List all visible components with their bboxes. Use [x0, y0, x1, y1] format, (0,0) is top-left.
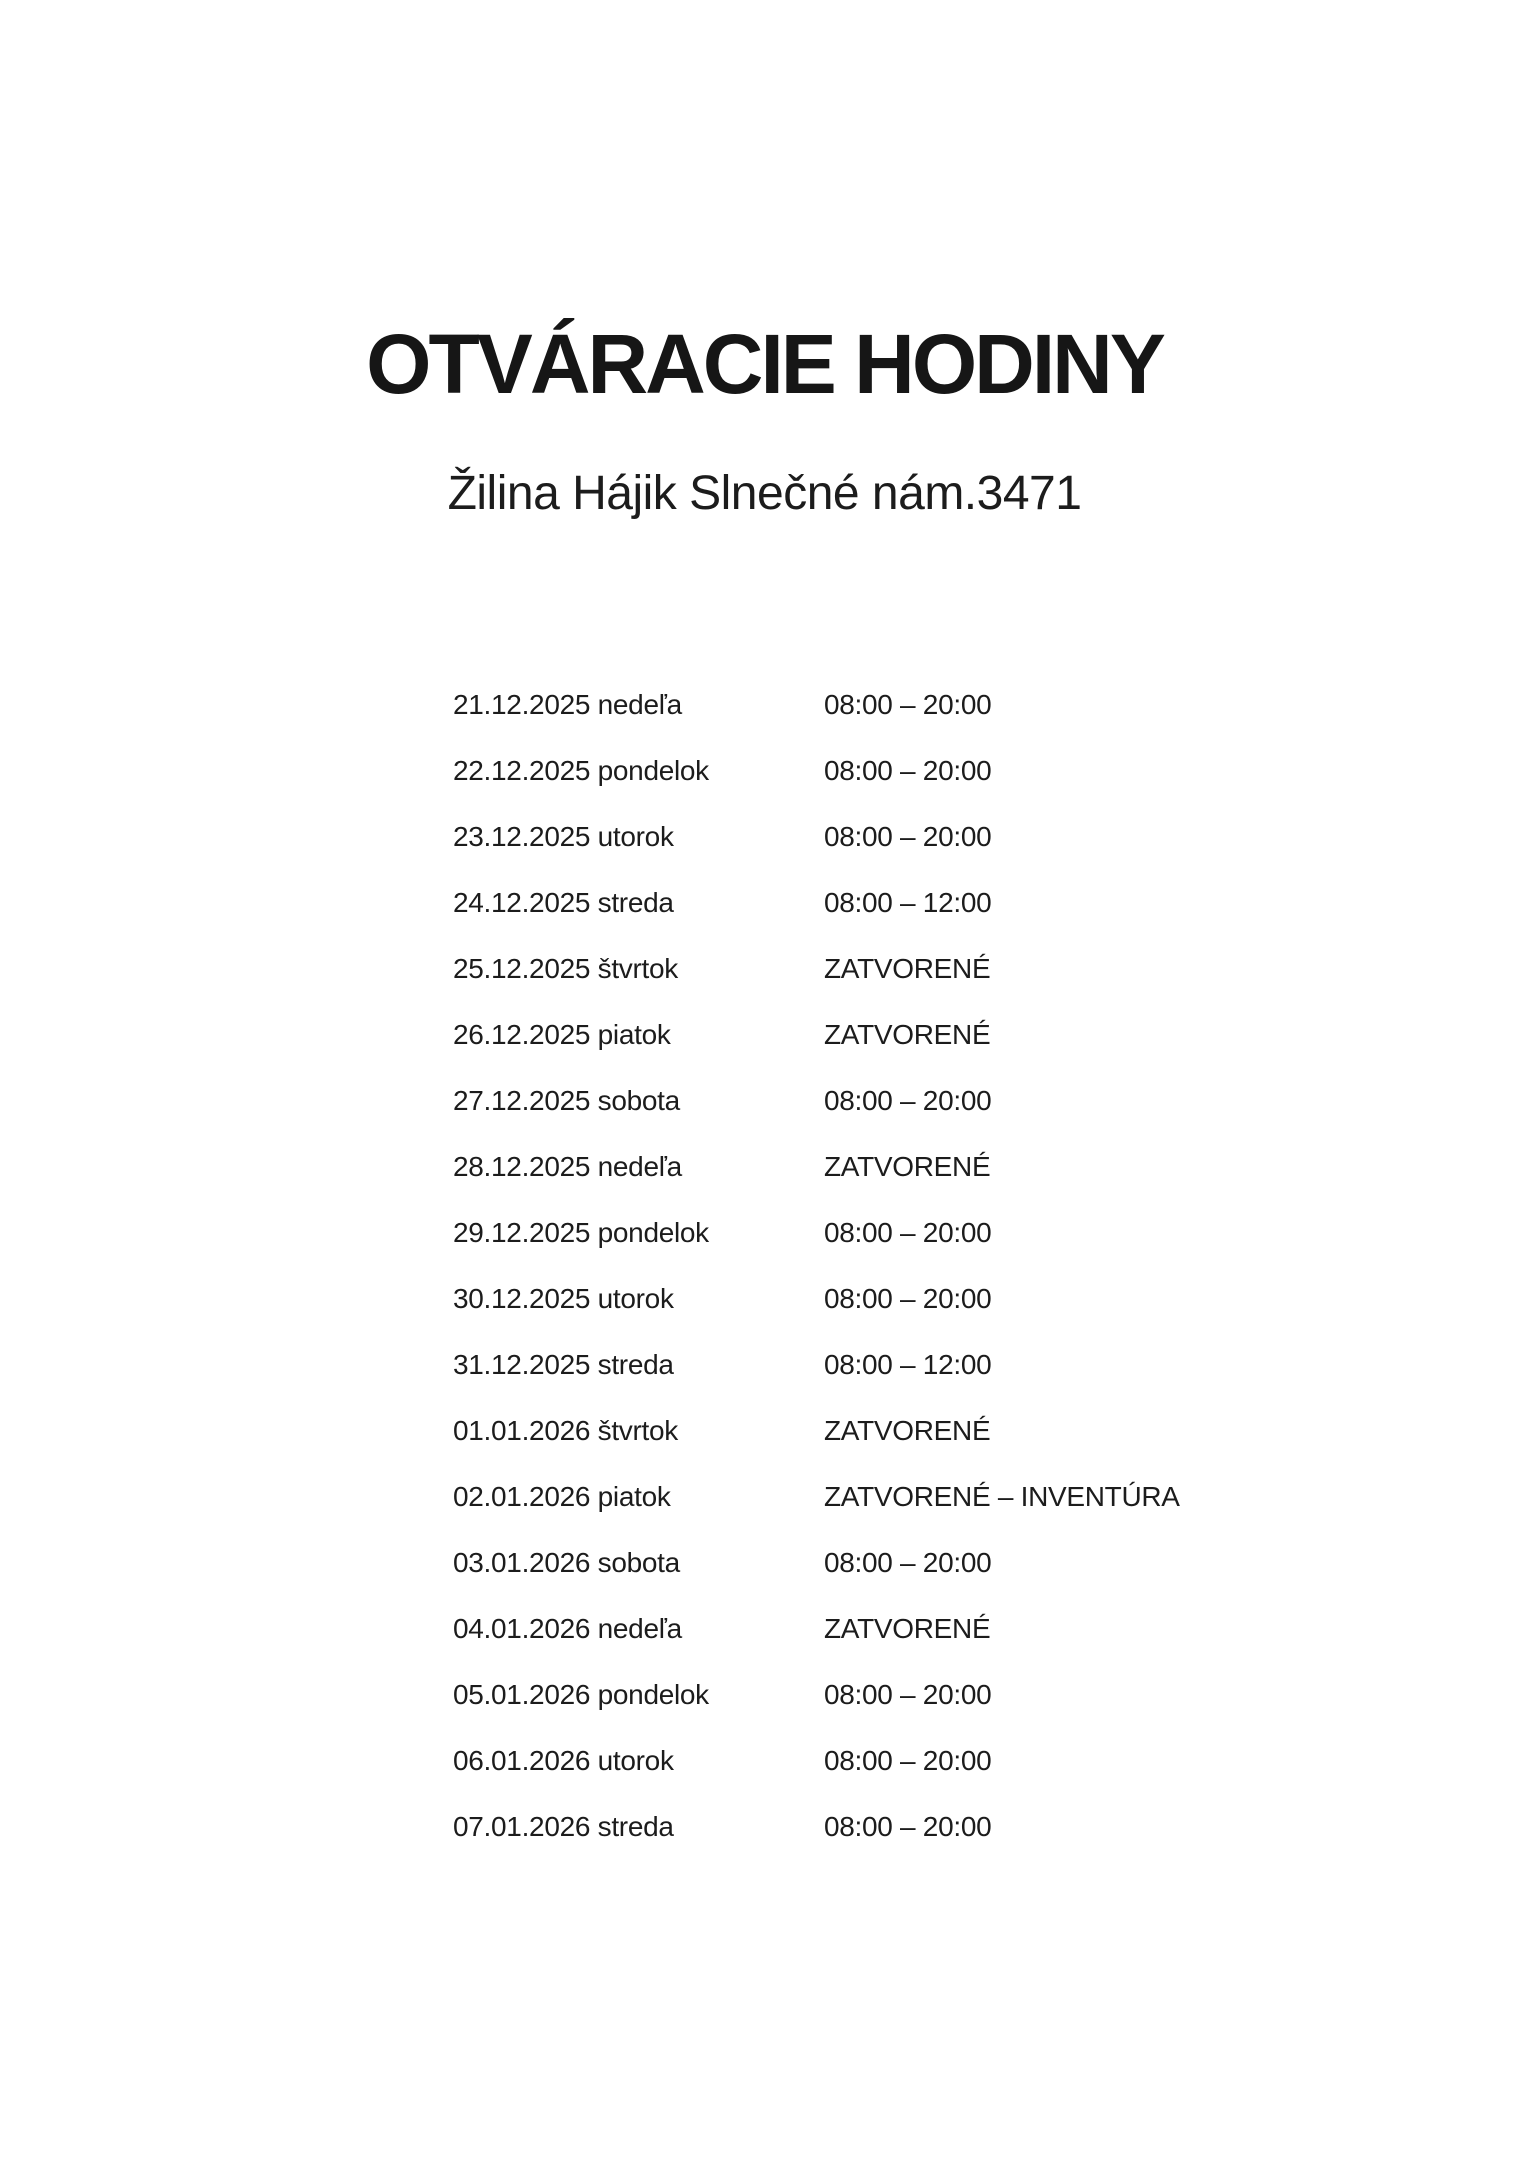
- hours-label: ZATVORENÉ: [824, 1613, 991, 1644]
- date-label: 03.01.2026: [453, 1547, 591, 1578]
- date-label: 04.01.2026: [453, 1613, 591, 1644]
- date-day-cell: [453, 1415, 824, 1447]
- date-label: 29.12.2025: [453, 1217, 591, 1248]
- schedule-row: [453, 1596, 1213, 1662]
- date-day-cell: [453, 1745, 824, 1777]
- day-label: pondelok: [597, 755, 709, 786]
- date-label: 01.01.2026: [453, 1415, 591, 1446]
- day-label: pondelok: [597, 1217, 709, 1248]
- date-day-cell: [453, 1019, 824, 1051]
- date-label: 23.12.2025: [453, 821, 591, 852]
- schedule-row: [453, 936, 1213, 1002]
- schedule-row: [453, 1530, 1213, 1596]
- date-day-cell: [453, 1217, 824, 1249]
- schedule-row: [453, 804, 1213, 870]
- date-label: 06.01.2026: [453, 1745, 591, 1776]
- date-label: 21.12.2025: [453, 689, 591, 720]
- day-label: utorok: [597, 1283, 674, 1314]
- day-label: streda: [597, 1349, 674, 1380]
- date-day-cell: [453, 953, 824, 985]
- schedule-row: [453, 1266, 1213, 1332]
- schedule-row: [453, 1068, 1213, 1134]
- hours-label: ZATVORENÉ: [824, 953, 991, 984]
- date-day-cell: [453, 1085, 824, 1117]
- schedule-row: [453, 1662, 1213, 1728]
- date-label: 24.12.2025: [453, 887, 591, 918]
- hours-label: ZATVORENÉ: [824, 1151, 991, 1182]
- date-day-cell: [453, 755, 824, 787]
- schedule-row: [453, 1200, 1213, 1266]
- day-label: piatok: [597, 1481, 671, 1512]
- day-label: utorok: [597, 1745, 674, 1776]
- date-day-cell: [453, 1811, 824, 1843]
- schedule-row: [453, 1464, 1213, 1530]
- date-label: 22.12.2025: [453, 755, 591, 786]
- day-label: nedeľa: [597, 689, 682, 720]
- day-label: štvrtok: [597, 953, 678, 984]
- hours-label: 08:00 – 12:00: [824, 1349, 992, 1380]
- schedule-row: [453, 1002, 1213, 1068]
- date-label: 31.12.2025: [453, 1349, 591, 1380]
- date-label: 26.12.2025: [453, 1019, 591, 1050]
- date-label: 30.12.2025: [453, 1283, 591, 1314]
- date-day-cell: [453, 1547, 824, 1579]
- schedule-row: [453, 1728, 1213, 1794]
- date-day-cell: [453, 1679, 824, 1711]
- hours-label: 08:00 – 20:00: [824, 755, 992, 786]
- day-label: piatok: [597, 1019, 671, 1050]
- date-day-cell: [453, 1151, 824, 1183]
- date-day-cell: [453, 887, 824, 919]
- day-label: sobota: [597, 1547, 680, 1578]
- schedule-row: [453, 1134, 1213, 1200]
- day-label: streda: [597, 887, 674, 918]
- date-day-cell: [453, 689, 824, 721]
- day-label: utorok: [597, 821, 674, 852]
- hours-label: 08:00 – 20:00: [824, 1811, 992, 1842]
- hours-label: 08:00 – 20:00: [824, 1283, 992, 1314]
- date-label: 07.01.2026: [453, 1811, 591, 1842]
- hours-label: 08:00 – 20:00: [824, 1085, 992, 1116]
- schedule-row: [453, 1794, 1213, 1860]
- date-label: 25.12.2025: [453, 953, 591, 984]
- schedule-row: [453, 738, 1213, 804]
- date-day-cell: [453, 1283, 824, 1315]
- date-day-cell: [453, 821, 824, 853]
- opening-hours-table: [453, 672, 1213, 1860]
- schedule-row: [453, 870, 1213, 936]
- day-label: nedeľa: [597, 1151, 682, 1182]
- hours-label: 08:00 – 20:00: [824, 1679, 992, 1710]
- hours-label: 08:00 – 20:00: [824, 821, 992, 852]
- page-title: OTVÁRACIE HODINY: [366, 317, 1163, 411]
- hours-label: 08:00 – 12:00: [824, 887, 992, 918]
- day-label: sobota: [597, 1085, 680, 1116]
- date-day-cell: [453, 1349, 824, 1381]
- date-label: 28.12.2025: [453, 1151, 591, 1182]
- date-label: 27.12.2025: [453, 1085, 591, 1116]
- schedule-row: [453, 672, 1213, 738]
- schedule-row: [453, 1398, 1213, 1464]
- hours-label: 08:00 – 20:00: [824, 1547, 992, 1578]
- hours-label: ZATVORENÉ – INVENTÚRA: [824, 1481, 1180, 1512]
- day-label: nedeľa: [597, 1613, 682, 1644]
- date-label: 02.01.2026: [453, 1481, 591, 1512]
- hours-label: 08:00 – 20:00: [824, 689, 992, 720]
- day-label: štvrtok: [597, 1415, 678, 1446]
- hours-label: ZATVORENÉ: [824, 1415, 991, 1446]
- page-subtitle: Žilina Hájik Slnečné nám.3471: [447, 467, 1082, 520]
- date-label: 05.01.2026: [453, 1679, 591, 1710]
- day-label: streda: [597, 1811, 674, 1842]
- hours-label: ZATVORENÉ: [824, 1019, 991, 1050]
- schedule-row: [453, 1332, 1213, 1398]
- date-day-cell: [453, 1613, 824, 1645]
- day-label: pondelok: [597, 1679, 709, 1710]
- hours-label: 08:00 – 20:00: [824, 1217, 992, 1248]
- date-day-cell: [453, 1481, 824, 1513]
- hours-label: 08:00 – 20:00: [824, 1745, 992, 1776]
